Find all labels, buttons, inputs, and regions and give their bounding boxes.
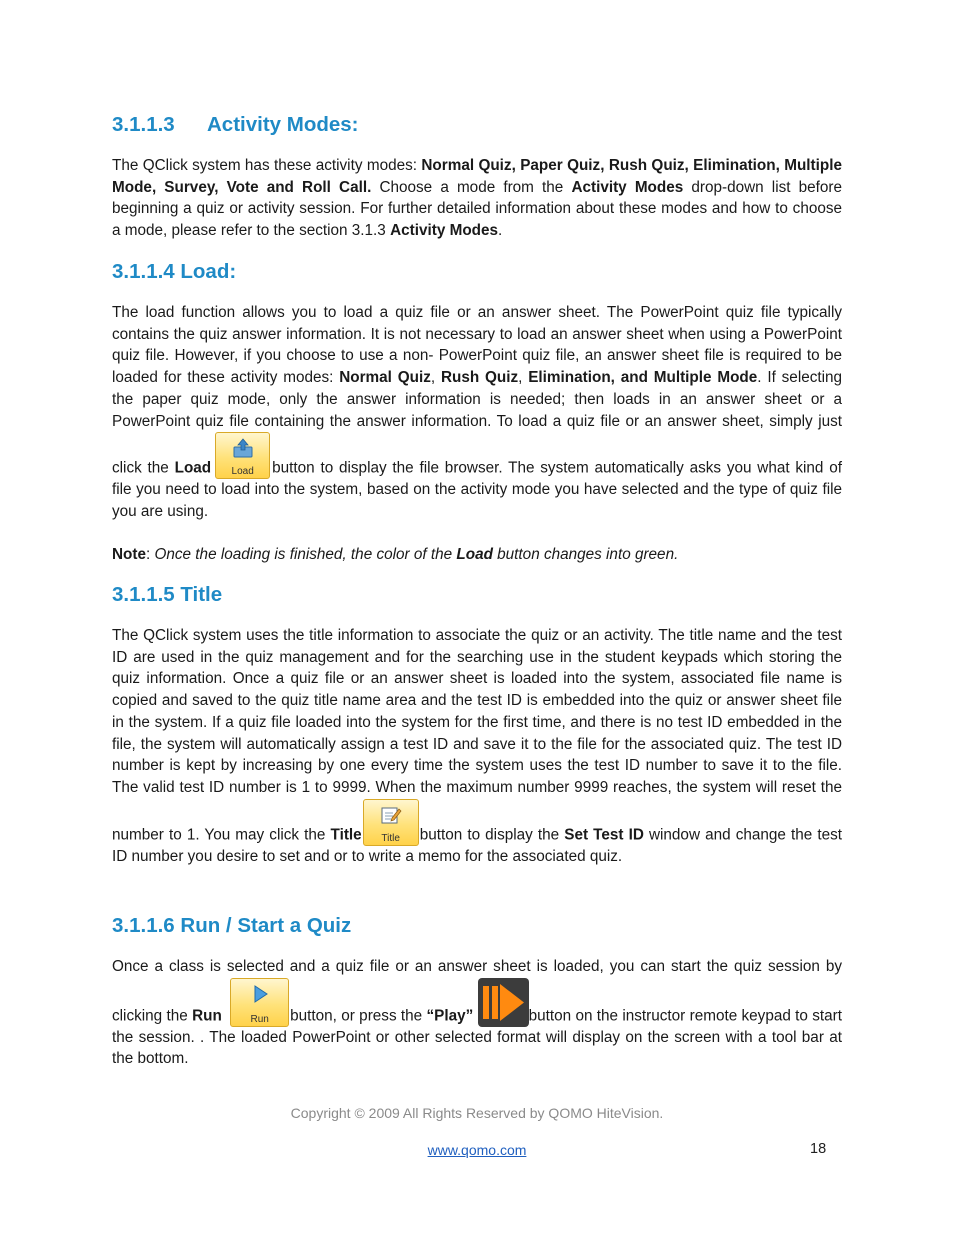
- heading-text: Activity Modes:: [207, 113, 359, 136]
- page-number: 18: [810, 1141, 827, 1157]
- heading-number: 3.1.1.3: [112, 113, 175, 136]
- load-icon: [232, 438, 254, 458]
- paragraph-run: Once a class is selected and a quiz file or an answer sheet is loaded, you can start the quiz session by clicking the Run Run button, or press the “Play” button on the instructor remote keypad to start the session. . The loaded PowerPoint or other selected format will display on the screen with a tool bar at the bottom.: [112, 958, 843, 1068]
- heading-load: 3.1.1.4 Load:: [112, 260, 237, 283]
- load-button-image: Load: [215, 432, 270, 479]
- heading-run: 3.1.1.6 Run / Start a Quiz: [112, 914, 352, 937]
- play-icon: [250, 984, 270, 1004]
- paragraph-title: The QClick system uses the title information to associate the quiz or an activity. The title name and the test ID are used in the quiz management and for the searching use in the student keypads which storing the quiz information. Once a quiz file or an answer sheet is loaded into the system, associated file name is copied and saved to the quiz title name area and the test ID is embedded into the quiz or answer sheet file in the system. If a quiz file loaded into the system for the first time, and there is no test ID embedded in the file, the system will automatically assign a test ID and save it to the file for the associated quiz. The test ID number is kept by increasing by one every time the system uses the test ID number to save it to the file. The valid test ID number is 1 to 9999. When the maximum number 9999 reaches, the system will reset the number to 1. You may click the Title Title button to display the Set Test ID window and change the test ID number you desire to set and or to write a memo for the associated quiz.: [112, 627, 843, 865]
- heading-activity-modes: [112, 113, 359, 137]
- footer-copyright: Copyright © 2009 All Rights Reserved by QOMO HiteVision.: [290, 1105, 664, 1121]
- edit-icon: [380, 805, 402, 825]
- footer-website-link[interactable]: www.qomo.com: [427, 1142, 527, 1158]
- play-pause-icon: [481, 981, 526, 1024]
- heading-title: 3.1.1.5 Title: [112, 583, 223, 606]
- run-button-image: Run: [230, 978, 289, 1027]
- note-load: Note: Once the loading is finished, the color of the Load button changes into green.: [112, 546, 679, 563]
- paragraph-load: The load function allows you to load a quiz file or an answer sheet. The PowerPoint quiz file typically contains the quiz answer information. It is not necessary to load an answer sheet when using a PowerPoint quiz file. However, if you choose to use a non- PowerPoint quiz file, an answer sheet file is required to be loaded for these activity modes: Normal Quiz, Rush Quiz, Elimination, and Multiple Mode. If selecting the paper quiz mode, only the answer information is needed; then loads in an answer sheet or a PowerPoint quiz file containing the answer information. To load a quiz file or an answer sheet, simply just click the Load Load button to display the file browser. The system automatically asks you what kind of file you need to load into the system, based on the activity mode you have selected and the type of quiz file you are using.: [112, 304, 843, 520]
- remote-play-button-image: [478, 978, 529, 1027]
- paragraph-activity-modes: The QClick system has these activity modes: Normal Quiz, Paper Quiz, Rush Quiz, Elimination, Multiple Mode, Survey, Vote and Roll Call. Choose a mode from the Activity Modes drop-down list before beginning a quiz or activity session. For further detailed information about these modes and how to choose a mode, please refer to the section 3.1.3 Activity Modes.: [112, 157, 842, 240]
- title-button-image: Title: [363, 799, 419, 846]
